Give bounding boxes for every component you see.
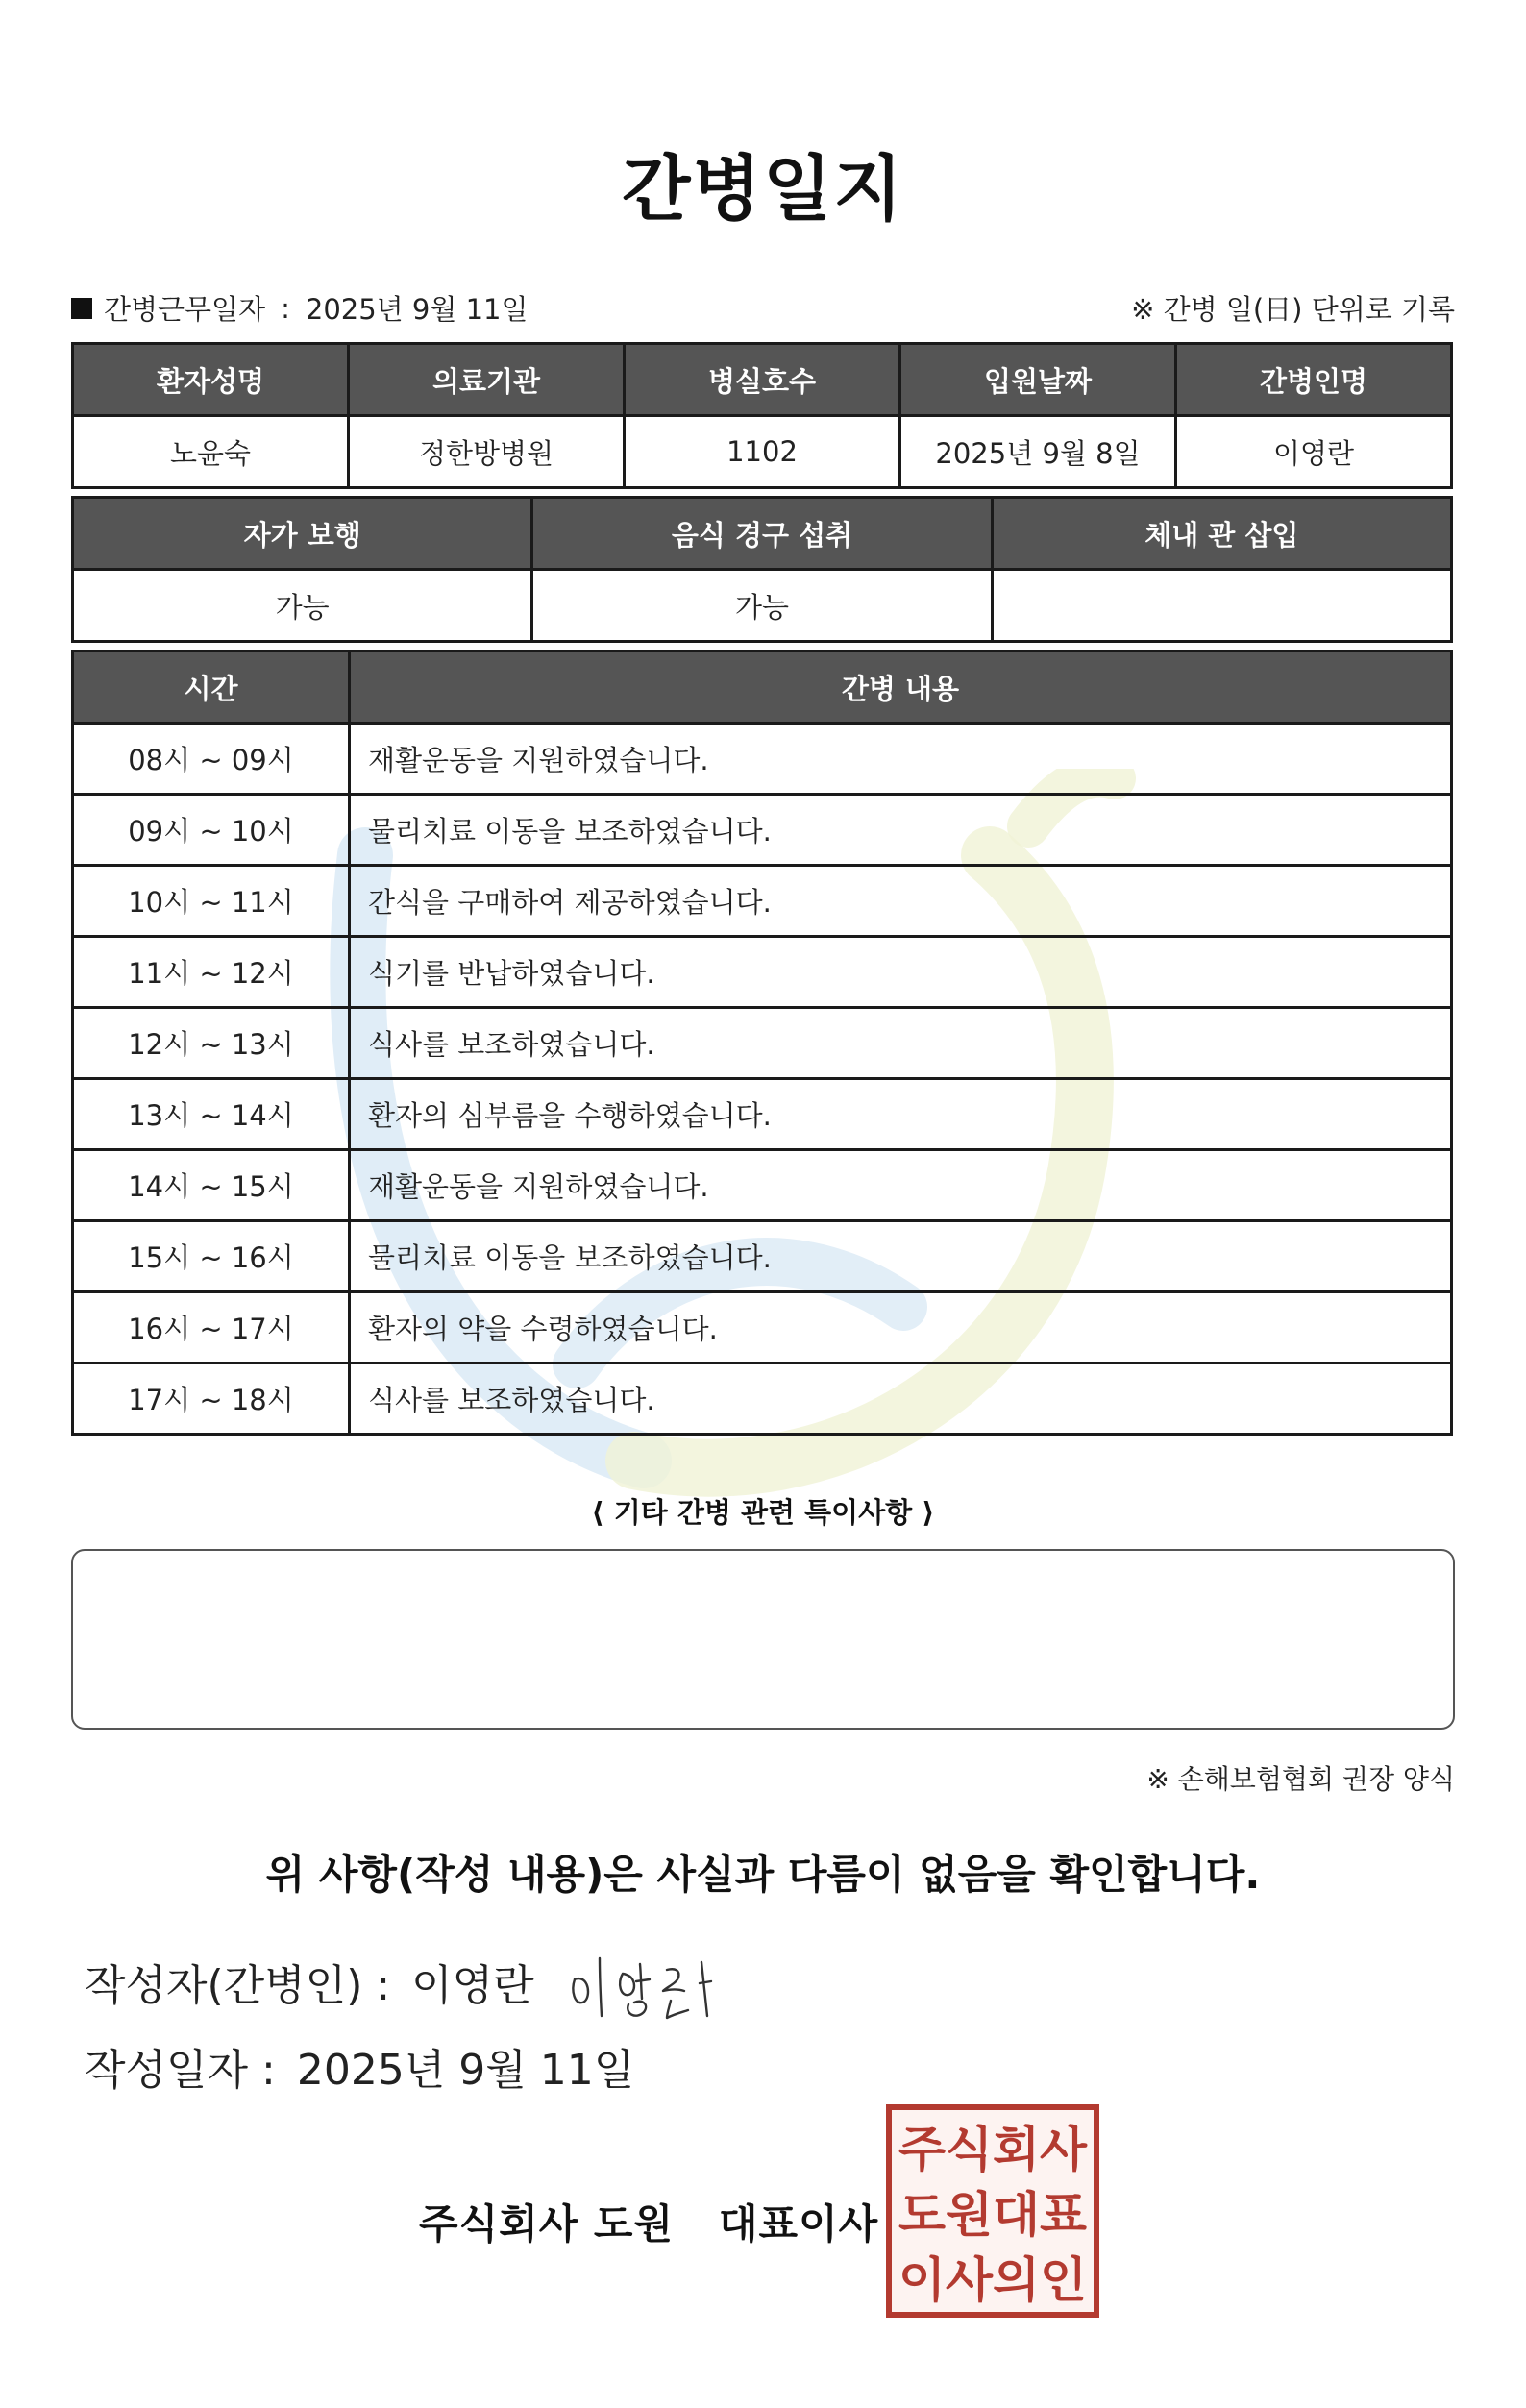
svg-text:도원대표: 도원대표 [898, 2187, 1088, 2243]
admission-date: 2025년 9월 8일 [900, 416, 1176, 488]
content-cell: 물리치료 이동을 보조하였습니다. [350, 1221, 1452, 1292]
table-row [73, 1150, 1452, 1221]
time-cell: 16시 ~ 17시 [73, 1292, 350, 1364]
caregiver-name: 이영란 [1176, 416, 1452, 488]
header-self-walking: 자가 보행 [73, 498, 532, 570]
content-cell: 환자의 심부름을 수행하였습니다. [350, 1079, 1452, 1150]
write-date-value: 2025년 9월 11일 [296, 2046, 635, 2095]
duty-date: 2025년 9월 11일 [305, 293, 529, 326]
time-cell: 10시 ~ 11시 [73, 866, 350, 937]
table-row [73, 1221, 1452, 1292]
table-row [73, 1079, 1452, 1150]
header-oral-intake: 음식 경구 섭취 [532, 498, 992, 570]
table-row [73, 795, 1452, 866]
handwritten-signature [567, 1945, 750, 2022]
content-cell: 식기를 반납하였습니다. [350, 937, 1452, 1008]
time-cell: 08시 ~ 09시 [73, 724, 350, 795]
table-row [73, 937, 1452, 1008]
time-cell: 11시 ~ 12시 [73, 937, 350, 1008]
seal-stamp-icon [892, 2110, 1094, 2312]
header-patient-name: 환자성명 [73, 344, 349, 416]
special-notes-box [71, 1549, 1455, 1730]
content-cell: 식사를 보조하였습니다. [350, 1364, 1452, 1435]
header-room: 병실호수 [625, 344, 900, 416]
writer-name: 이영란 [411, 1961, 534, 2010]
write-date-label: 작성일자 : [85, 2046, 276, 2095]
header-caregiver-name: 간병인명 [1176, 344, 1452, 416]
company-representative: 주식회사 도원 대표이사 [419, 2200, 879, 2248]
patient-name: 노윤숙 [73, 416, 349, 488]
document-title: 간병일지 [622, 148, 904, 231]
svg-text:주식회사: 주식회사 [898, 2122, 1088, 2177]
write-date-line [85, 2035, 634, 2097]
form-note: ※ 손해보험협회 권장 양식 [1146, 1763, 1455, 1795]
hospital-name: 정한방병원 [349, 416, 625, 488]
duty-label: 간병근무일자 [104, 293, 266, 326]
header-tube-insertion: 체내 관 삽입 [992, 498, 1451, 570]
time-cell: 13시 ~ 14시 [73, 1079, 350, 1150]
writer-label: 작성자(간병인) : [85, 1961, 391, 2010]
time-cell: 15시 ~ 16시 [73, 1221, 350, 1292]
special-notes-heading: ⟨ 기타 간병 관련 특이사항 ⟩ [591, 1496, 935, 1529]
content-cell: 재활운동을 지원하였습니다. [350, 1150, 1452, 1221]
company-seal [886, 2104, 1099, 2318]
self-walking-value: 가능 [73, 570, 532, 642]
time-cell: 12시 ~ 13시 [73, 1008, 350, 1079]
header-hospital: 의료기관 [349, 344, 625, 416]
table-row [73, 1008, 1452, 1079]
writer-line [85, 1951, 534, 2012]
patient-info-table [71, 342, 1453, 489]
content-cell: 식사를 보조하였습니다. [350, 1008, 1452, 1079]
content-cell: 간식을 구매하여 제공하였습니다. [350, 866, 1452, 937]
duty-separator: : [281, 291, 290, 325]
table-row [73, 1292, 1452, 1364]
patient-status-table [71, 496, 1453, 643]
confirmation-statement: 위 사항(작성 내용)은 사실과 다름이 없음을 확인합니다. [265, 1851, 1261, 1898]
tube-insertion-value [992, 570, 1451, 642]
table-row [73, 866, 1452, 937]
svg-text:이사의인: 이사의인 [898, 2252, 1087, 2308]
duty-date-line [71, 288, 529, 328]
time-cell: 17시 ~ 18시 [73, 1364, 350, 1435]
content-cell: 물리치료 이동을 보조하였습니다. [350, 795, 1452, 866]
table-row [73, 724, 1452, 795]
table-row [73, 1364, 1452, 1435]
content-cell: 환자의 약을 수령하였습니다. [350, 1292, 1452, 1364]
square-bullet-icon [71, 298, 92, 319]
unit-note: ※ 간병 일(日) 단위로 기록 [1131, 293, 1455, 326]
oral-intake-value: 가능 [532, 570, 992, 642]
header-time: 시간 [73, 651, 350, 724]
room-number: 1102 [625, 416, 900, 488]
care-log-table [71, 650, 1453, 1436]
header-care-content: 간병 내용 [350, 651, 1452, 724]
content-cell: 재활운동을 지원하였습니다. [350, 724, 1452, 795]
time-cell: 09시 ~ 10시 [73, 795, 350, 866]
header-admission-date: 입원날짜 [900, 344, 1176, 416]
time-cell: 14시 ~ 15시 [73, 1150, 350, 1221]
